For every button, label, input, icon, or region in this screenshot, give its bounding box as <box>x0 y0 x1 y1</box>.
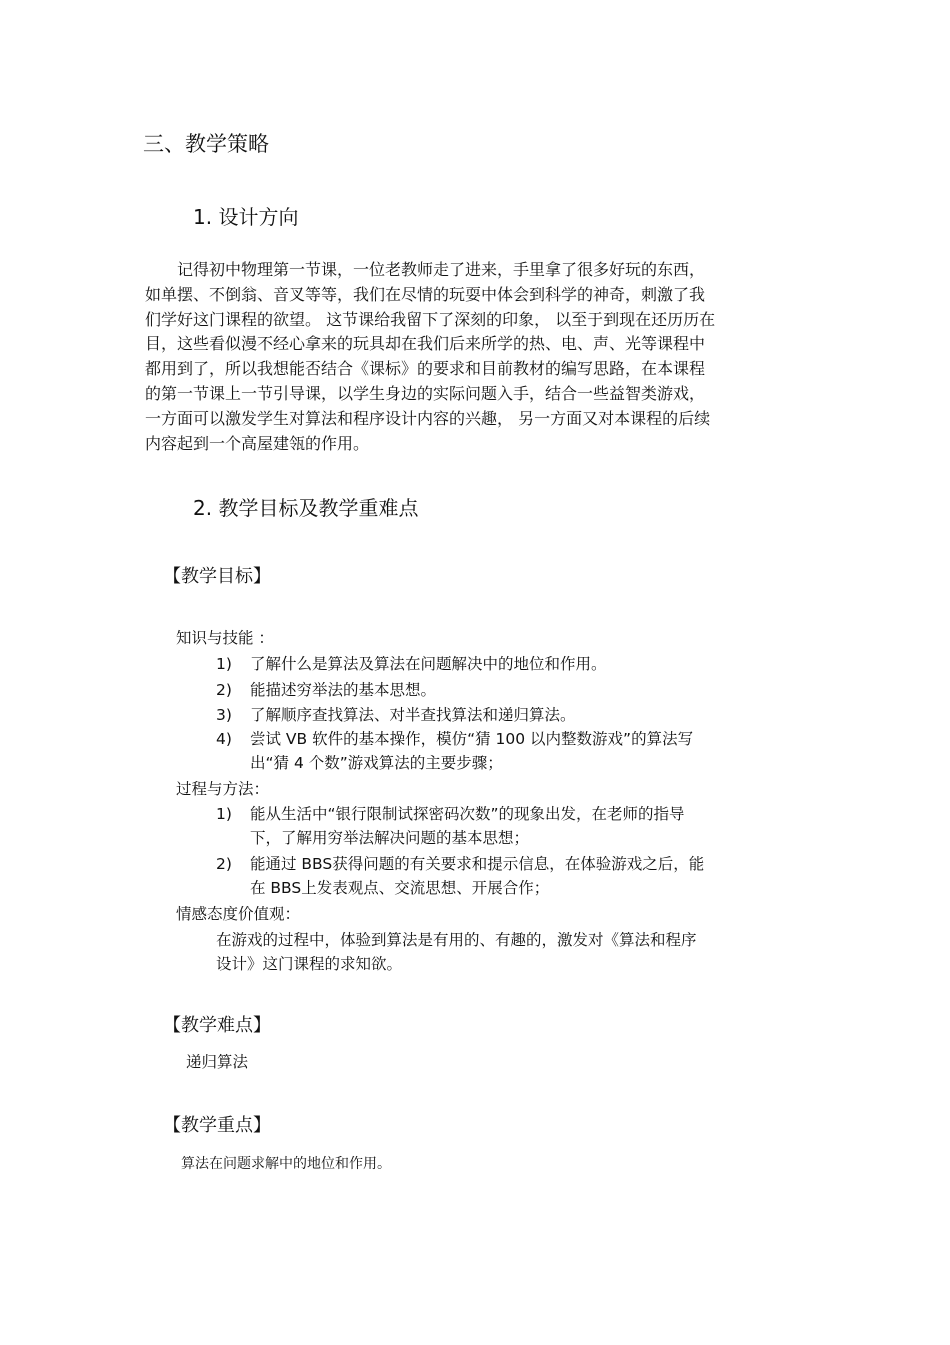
knowledge-item <box>216 652 607 674</box>
item-text: 能通过 BBS获得问题的有关要求和提示信息，在体验游戏之后，能 <box>250 855 705 873</box>
item-number: 3) <box>216 706 232 724</box>
emotion-line: 设计》这门课程的求知欲。 <box>216 955 403 973</box>
knowledge-item-continuation: 出“猜 4 个数”游戏算法的主要步骤； <box>250 754 503 772</box>
paragraph-line: 如单摆、不倒翁、音叉等等，我们在尽情的玩耍中体会到科学的神奇，刺激了我 <box>145 284 706 304</box>
item-text: 了解什么是算法及算法在问题解决中的地位和作用。 <box>250 655 607 673</box>
paragraph-line: 一方面可以激发学生对算法和程序设计内容的兴趣， 另一方面又对本课程的后续 <box>145 408 711 428</box>
item-number: 1) <box>216 805 232 823</box>
knowledge-item <box>216 678 436 700</box>
paragraph-line: 们学好这门课程的欲望。 这节课给我留下了深刻的印象， 以至于到现在还历历在 <box>145 309 716 329</box>
emotion-label: 情感态度价值观： <box>176 905 301 923</box>
process-item-continuation: 在 BBS上发表观点、交流思想、开展合作； <box>250 879 550 897</box>
difficulty-heading: 【教学难点】 <box>163 1015 271 1036</box>
knowledge-label: 知识与技能 ： <box>176 629 274 647</box>
knowledge-item <box>216 727 693 749</box>
process-item <box>216 852 704 874</box>
item-text: 了解顺序查找算法、对半查找算法和递归算法。 <box>250 706 576 724</box>
intro-paragraph <box>145 258 715 456</box>
item-number: 2) <box>216 681 232 699</box>
process-item <box>216 802 685 824</box>
paragraph-line: 目，这些看似漫不经心拿来的玩具却在我们后来所学的热、电、声、光等课程中 <box>145 334 706 354</box>
subsection-design-direction: 1. 设计方向 <box>193 205 299 229</box>
item-number: 4) <box>216 730 232 748</box>
goals-heading: 【教学目标】 <box>163 566 271 587</box>
process-label: 过程与方法： <box>176 780 270 798</box>
paragraph-line: 记得初中物理第一节课，一位老教师走了进来，手里拿了很多好玩的东西， <box>145 260 706 279</box>
item-text: 能从生活中“银行限制试探密码次数”的现象出发，在老师的指导 <box>250 805 685 823</box>
key-text: 算法在问题求解中的地位和作用。 <box>181 1156 391 1172</box>
key-heading: 【教学重点】 <box>163 1115 271 1136</box>
difficulty-text: 递归算法 <box>186 1053 249 1071</box>
section-title: 三、教学策略 <box>143 132 269 156</box>
item-number: 1) <box>216 655 232 673</box>
paragraph-line: 的第一节课上一节引导课，以学生身边的实际问题入手，结合一些益智类游戏， <box>145 383 706 403</box>
paragraph-line: 都用到了，所以我想能否结合《课标》的要求和目前教材的编写思路，在本课程 <box>145 359 706 379</box>
item-text: 能描述穷举法的基本思想。 <box>250 681 437 699</box>
paragraph-line: 内容起到一个高屋建瓴的作用。 <box>145 433 370 453</box>
item-number: 2) <box>216 855 232 873</box>
process-item-continuation: 下，了解用穷举法解决问题的基本思想； <box>250 829 530 847</box>
item-text: 尝试 VB 软件的基本操作，模仿“猜 100 以内整数游戏”的算法写 <box>250 730 694 748</box>
knowledge-item <box>216 703 576 725</box>
subsection-goals-and-difficulties: 2. 教学目标及教学重难点 <box>193 496 419 520</box>
emotion-line: 在游戏的过程中，体验到算法是有用的、有趣的，激发对《算法和程序 <box>216 931 697 949</box>
